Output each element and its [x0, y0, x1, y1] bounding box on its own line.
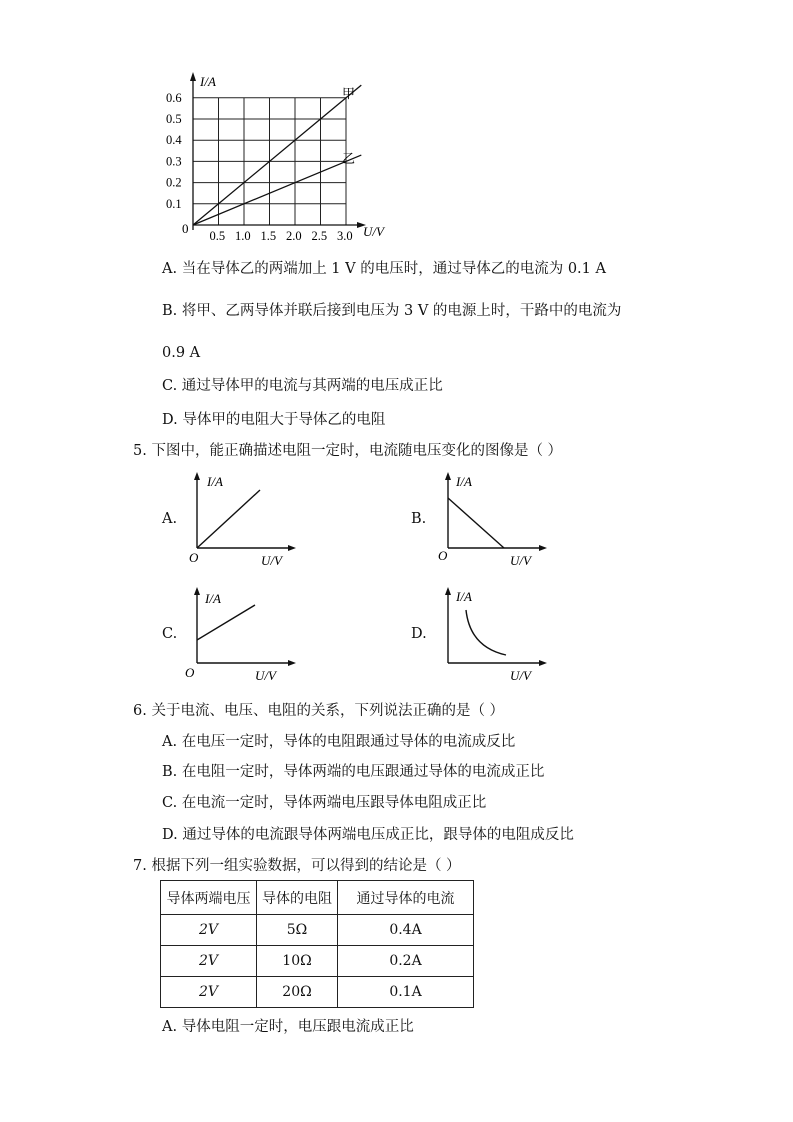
table-cell: 0.4A [338, 915, 474, 946]
table-cell: 20Ω [257, 977, 338, 1008]
origin-label: O [189, 550, 199, 565]
iu-graph-jia-yi [160, 70, 390, 245]
q5-graph-b [436, 470, 556, 570]
y-tick-label: 0.3 [166, 154, 182, 169]
x-axis-label: U/V [261, 553, 282, 568]
q4-option-b-line1: B. 将甲、乙两导体并联后接到电压为 3 V 的电源上时，干路中的电流为 [162, 303, 622, 319]
y-tick-label: 0.1 [166, 196, 182, 211]
x-tick-label: 0.5 [209, 229, 226, 243]
y-axis-arrow [190, 72, 196, 81]
q7-option-a: A. 导体电阻一定时，电压跟电流成正比 [162, 1019, 414, 1035]
series-label-yi: 乙 [342, 151, 356, 166]
q4-option-c: C. 通过导体甲的电流与其两端的电压成正比 [162, 378, 443, 394]
x-axis-label: U/V [510, 553, 531, 568]
y-axis-label: I/A [205, 591, 221, 606]
q4-option-a: A. 当在导体乙的两端加上 1 V 的电压时，通过导体乙的电流为 0.1 A [162, 261, 606, 277]
table-cell: 0.2A [338, 946, 474, 977]
q5-graph-d-label: D. [411, 626, 427, 642]
x-tick-label: 1.0 [235, 229, 251, 243]
origin-label: 0 [182, 221, 189, 236]
y-tick-label: 0.6 [166, 90, 182, 105]
q6-option-a: A. 在电压一定时，导体的电阻跟通过导体的电流成反比 [162, 734, 516, 750]
table-row [161, 946, 474, 977]
origin-label: O [185, 665, 195, 680]
series-label-jia: 甲 [342, 86, 356, 101]
q5-graph-d [436, 585, 556, 685]
x-axis-label: U/V [510, 668, 531, 683]
y-axis-label: I/A [207, 474, 223, 489]
q5-graph-a [185, 470, 305, 570]
origin-label: O [438, 548, 448, 563]
table-cell: 2V [161, 946, 257, 977]
y-tick-label: 0.4 [166, 133, 182, 148]
q5-graph-a-line [197, 490, 260, 548]
q4-option-b-line2: 0.9 A [162, 345, 201, 361]
table-row [161, 977, 474, 1008]
q5-graph-b-label: B. [411, 511, 427, 527]
table-header-row [161, 881, 474, 915]
table-cell: 2V [161, 977, 257, 1008]
y-axis-label: I/A [456, 589, 472, 604]
x-tick-label: 2.0 [286, 229, 302, 243]
q5-graph-a-label: A. [162, 511, 178, 527]
table-header-cell: 导体两端电压 [161, 881, 257, 915]
q5-graph-c-label: C. [162, 626, 178, 642]
table-cell: 5Ω [257, 915, 338, 946]
q6-option-d: D. 通过导体的电流跟导体两端电压成正比，跟导体的电阻成反比 [162, 827, 574, 843]
q5-graph-c-line [197, 605, 255, 640]
q6-stem: 6. 关于电流、电压、电阻的关系，下列说法正确的是（ ） [133, 703, 505, 719]
table-row [161, 915, 474, 946]
q7-stem: 7. 根据下列一组实验数据，可以得到的结论是（ ） [133, 858, 461, 874]
q5-graph-c [185, 585, 305, 685]
x-axis-label: U/V [363, 224, 384, 239]
table-header-cell: 通过导体的电流 [338, 881, 474, 915]
x-axis-label: U/V [255, 668, 276, 683]
table-cell: 10Ω [257, 946, 338, 977]
q6-option-c: C. 在电流一定时，导体两端电压跟导体电阻成正比 [162, 795, 487, 811]
q7-data-table [160, 880, 474, 1008]
x-tick-label: 1.5 [260, 229, 277, 243]
q6-option-b: B. 在电阻一定时，导体两端的电压跟通过导体的电流成正比 [162, 764, 545, 780]
y-tick-label: 0.5 [166, 112, 182, 126]
y-axis-label: I/A [200, 74, 216, 89]
q5-stem: 5. 下图中，能正确描述电阻一定时，电流随电压变化的图像是（ ） [133, 443, 563, 459]
q4-option-d: D. 导体甲的电阻大于导体乙的电阻 [162, 412, 386, 428]
x-tick-label: 2.5 [311, 229, 328, 243]
q5-graph-d-curve [466, 610, 506, 655]
q5-graph-b-line [448, 498, 504, 548]
table-cell: 0.1A [338, 977, 474, 1008]
table-header-cell: 导体的电阻 [257, 881, 338, 915]
x-tick-label: 3.0 [337, 229, 353, 243]
table-cell: 2V [161, 915, 257, 946]
y-axis-label: I/A [456, 474, 472, 489]
y-tick-label: 0.2 [166, 175, 182, 190]
